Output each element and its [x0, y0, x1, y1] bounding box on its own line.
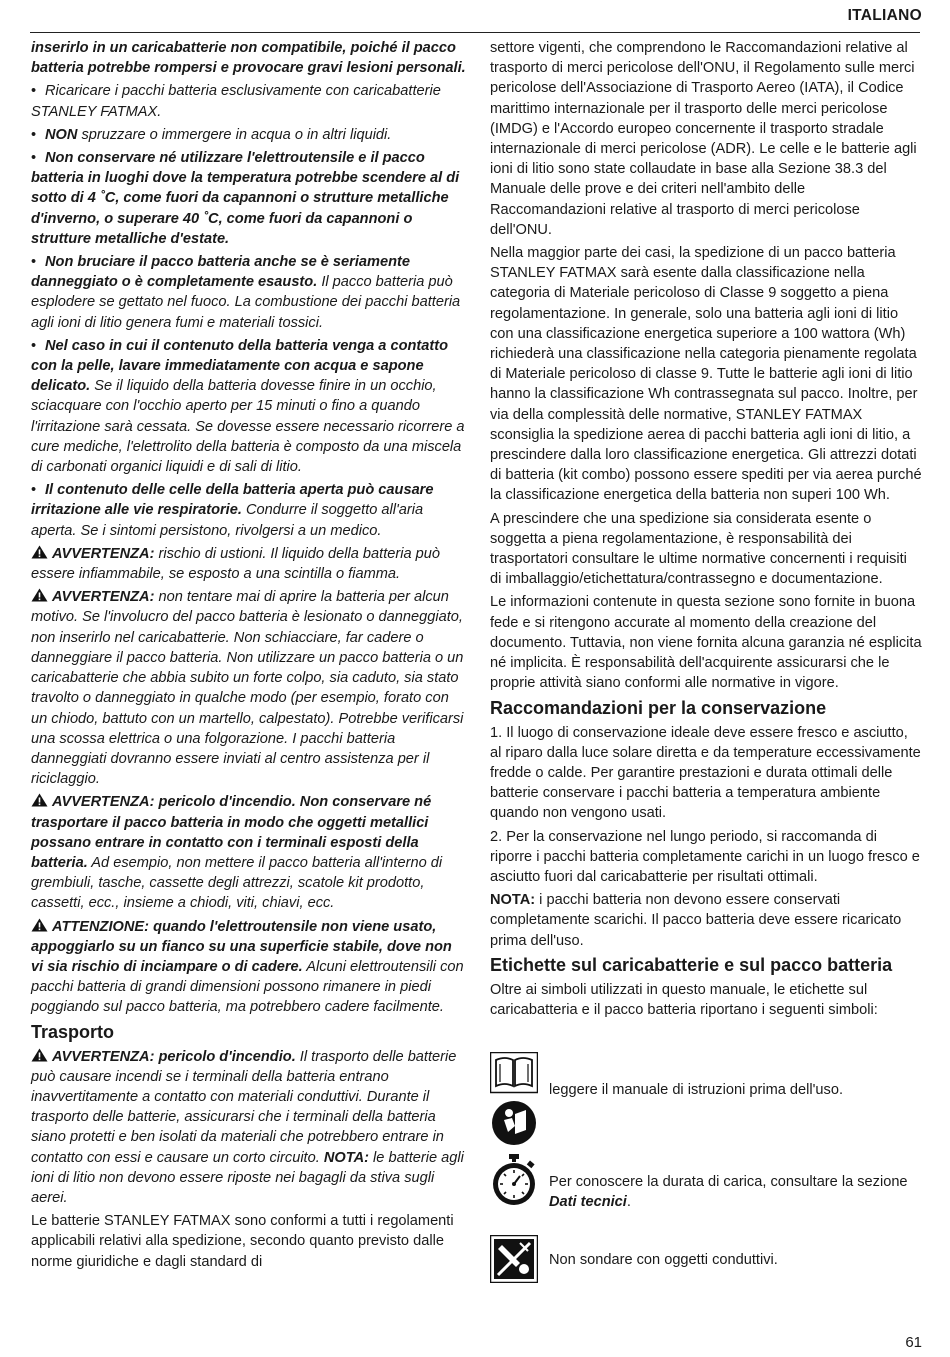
warning-burns-text: rischio di ustioni. Il liquido della batteria può essere infiammabile, se esposto a una scintilla o fiamma. — [31, 545, 440, 583]
bullet-respiratory-bold: Il contenuto delle celle della batteria aperta può causare irritazione alle vie respiratorie. — [31, 482, 434, 519]
symbol-charge-time-text-a: Per conoscere la durata di carica, consultare la sezione — [549, 1174, 908, 1190]
warning-open-battery — [31, 587, 467, 789]
warning-burns-label: AVVERTENZA: — [52, 545, 155, 562]
left-paragraph-intro: inserirlo in un caricabatterie non compatibile, poiché il pacco batteria potrebbe rompersi e provocare gravi lesioni personali. — [31, 40, 466, 77]
bullet-no-water — [31, 125, 467, 145]
bullet-temperature-text: Non conservare né utilizzare l'elettroutensile e il pacco batteria in luoghi dove la temperatura potrebbe scendere al di sotto di 4 ˚C, come fuori da capannoni o strutture metalliche d'inverno, o superare 40 ˚C, come fuori da capannoni o strutture metalliche d'estate. — [31, 150, 460, 247]
bullet-skin-contact — [31, 336, 467, 477]
symbol-charge-time-link: Dati tecnici — [549, 1194, 627, 1210]
warning-burns — [31, 544, 467, 584]
right-column — [490, 38, 922, 1023]
bullet-no-water-bold: NON — [45, 126, 78, 143]
caution-tool-storage-text: Alcuni elettroutensili con pacchi batteria di grandi dimensioni possono rimanere in piedi poggiando sul pacco batteria, ma potrebbero cadere facilmente. — [31, 958, 464, 1016]
symbol-read-manual-text: leggere il manuale di istruzioni prima dell'uso. — [549, 1082, 843, 1098]
heading-etichette: Etichette sul caricabatterie e sul pacco batteria — [490, 954, 893, 975]
warning-fire-storage-text: Ad esempio, non mettere il pacco batteria all'interno di grembiuli, tasche, cassette degli attrezzi, scatole kit prodotto, cassetti, ecc., insieme a chiodi, viti, chiavi, ecc. — [31, 854, 443, 912]
no-conductive-probe-icon — [490, 1235, 538, 1283]
right-paragraph-shipping: Nella maggior parte dei casi, la spedizione di un pacco batteria STANLEY FATMAX sarà esente dalla classificazione nella categoria di Materiale pericoloso di Classe 9 soggetto a piena regolamentazione. In generale, solo una batteria agli ioni di litio con una classificazione energetica superiore a 100 wattora (Wh) richiederà una classificazione nella categoria pienamente regolata di Materiale pericoloso di classe 9. Tutte le batterie agli ioni di litio hanno la classificazione Wh contrassegnata sul pacco. Inoltre, per via della complessità delle normative, STANLEY FATMAX sconsiglia la spedizione aerea di pacchi batteria agli ioni di litio, a prescindere dalla loro classificazione energetica. Gli attrezzi dotati di batteria (kit combo) possono essere spediti per via aerea purché la classificazione energetica della batteria non superi 100 Wh. — [490, 245, 922, 504]
bullet-no-burn-text: Il pacco batteria può esplodere se gettato nel fuoco. La combustione dei pacchi batteria agli ioni di litio genera fumi e materiali tossici. — [31, 274, 461, 331]
heading-trasporto: Trasporto — [31, 1021, 115, 1042]
warning-transport-nota-text: le batterie agli ioni di litio non devono essere riposte nei bagagli da stiva sugli aerei. — [31, 1149, 464, 1206]
symbol-charge-time-text — [549, 1172, 929, 1212]
warning-triangle-icon — [31, 545, 48, 559]
left-column — [31, 38, 467, 1275]
warning-transport — [31, 1047, 467, 1209]
bullet-no-burn — [31, 252, 467, 333]
warning-transport-nota: NOTA: — [319, 1149, 369, 1166]
caution-tool-storage-label: ATTENZIONE: quando l'elettroutensile non viene usato, appoggiarlo su un fianco su una superficie stabile, dove non vi sia rischio di inciampare o di cadere. — [31, 918, 452, 975]
storage-item-2: 2. Per la conservazione nel lungo periodo, si raccomanda di riporre i pacchi batteria completamente carichi in un luogo fresco e asciutto fuori dal caricabatterie per risultati ottimali. — [490, 828, 920, 885]
bullet-temperature — [31, 148, 467, 249]
symbol-no-probe-text: Non sondare con oggetti conduttivi. — [549, 1252, 778, 1268]
header-rule — [30, 32, 920, 33]
warning-transport-label: AVVERTENZA: pericolo d'incendio. — [52, 1048, 296, 1065]
bullet-skin-contact-bold: Nel caso in cui il contenuto della batteria venga a contatto con la pelle, lavare immediatamente con acqua e sapone delicato. — [31, 337, 449, 395]
right-paragraph-responsibility: A prescindere che una spedizione sia considerata esente o soggetta a piena regolamentazione, è responsabilità dei trasportatori consultare le ultime normative concernenti i requisiti di imballaggio/etichettatura/contrassegno e documentazione. — [490, 510, 907, 588]
bullet-respiratory-text: Condurre il soggetto all'aria aperta. Se i sintomi persistono, rivolgersi a un medico. — [31, 502, 424, 539]
right-paragraph-regulations: settore vigenti, che comprendono le Raccomandazioni relative al trasporto di merci pericolose dell'ONU, il Regolamento sulle merci pericolose dell'Associazione di Trasporto Aereo (IATA), il Codice marittimo internazionale per il trasporto delle merci pericolose (IMDG) e l'Accordo europeo concernente il trasporto stradale internazionale di merci pericolose (ADR). Le celle e le batterie agli ioni di litio sono state collaudate in base alla Sezione 38.3 del Manuale delle prove e dei criteri nell'ambito delle Raccomandazioni relative al trasporto di merci pericolose dell'ONU. — [490, 40, 917, 238]
language-label: ITALIANO — [847, 7, 922, 24]
storage-note — [490, 890, 922, 951]
warning-triangle-icon — [31, 1048, 48, 1062]
warning-triangle-icon — [31, 588, 48, 602]
storage-note-label: NOTA: — [490, 892, 536, 909]
warning-open-battery-label: AVVERTENZA: — [52, 589, 155, 606]
symbol-charge-time-period: . — [626, 1194, 631, 1210]
heading-conservazione: Raccomandazioni per la conservazione — [490, 697, 827, 718]
bullet-no-burn-bold: Non bruciare il pacco batteria anche se è seriamente danneggiato o è completamente esausto. — [31, 254, 410, 291]
warning-fire-storage — [31, 792, 467, 913]
warning-transport-text: Il trasporto delle batterie può causare incendi se i terminali della batteria entrano inavvertitamente a contatto con materiali conduttivi. Durante il trasporto delle batterie, assicurarsi che i terminali della batteria siano protetti e ben isolati da materiali che potrebbero entrare in contatto con essi e causare un corto circuito. — [31, 1048, 457, 1166]
stopwatch-icon — [490, 1154, 538, 1206]
page-number: 61 — [905, 1334, 922, 1351]
bullet-no-water-text: spruzzare o immergere in acqua o in altri liquidi. — [77, 126, 392, 143]
storage-item-1: 1. Il luogo di conservazione ideale deve essere fresco e asciutto, al riparo dalla luce solare diretta e da temperature eccessivamente fredde o calde. Per garantire prestazioni e durata ottimali delle batterie conservare i pacchi batteria a temperatura ambiente quando non vengono usati. — [490, 724, 921, 822]
warning-fire-storage-label: AVVERTENZA: pericolo d'incendio. Non conservare né trasportare il pacco batteria in modo che oggetti metallici possano entrare in contatto con i terminali esposti della batteria. — [31, 794, 432, 871]
caution-tool-storage — [31, 917, 467, 1018]
warning-open-battery-text: non tentare mai di aprire la batteria per alcun motivo. Se l'involucro del pacco batteria è lesionato o danneggiato, non inserirlo nel caricabatterie. Non schiacciare, far cadere o danneggiare il pacco batteria. Non utilizzare un pacco batteria o un caricabatterie che abbia subito un forte colpo, sia caduto, sia stato travolto o danneggiato in qualche modo (per esempio, forato con un chiodo, battuto con un martello, calpestato). Potrebbe verificarsi una scossa elettrica o una folgorazione. I pacchi batteria danneggiati dovranno essere inviati al centro assistenza per il riciclaggio. — [31, 589, 464, 788]
bullet-skin-contact-text: Se il liquido della batteria dovesse finire in un occhio, sciacquare con l'occhio aperto per 15 minuti o fino a quando l'irritazione sarà cessata. Se dovesse essere necessario ricorrere a cure mediche, l'elettrolito della batteria è composto da una miscela di carbonati organici liquidi e di sali di litio. — [31, 378, 465, 476]
labels-intro: Oltre ai simboli utilizzati in questo manuale, le etichette sul caricabatteria e il pacco batteria riportano i seguenti simboli: — [490, 981, 878, 1018]
bullet-recharge-text: Ricaricare i pacchi batteria esclusivamente con caricabatterie STANLEY FATMAX. — [31, 83, 441, 120]
storage-note-text: i pacchi batteria non devono essere conservati completamente scarichi. Il pacco batteria deve essere ricaricato prima dell'uso. — [490, 892, 902, 949]
warning-triangle-icon — [31, 793, 48, 807]
warning-triangle-icon — [31, 918, 48, 932]
right-paragraph-disclaimer: Le informazioni contenute in questa sezione sono fornite in buona fede e si ritengono accurate al momento della creazione del documento. Tuttavia, non viene fornita alcuna garanzia né esplicita né implicita. È responsabilità dell'acquirente assicurarsi che le proprie attività siano conformi alle normative in vigore. — [490, 594, 922, 692]
bullet-respiratory — [31, 480, 467, 541]
left-paragraph-conformity: Le batterie STANLEY FATMAX sono conformi a tutti i regolamenti applicabili relativi alla spedizione, secondo quanto previsto dalle norme giuridiche e dagli standard di — [31, 1213, 454, 1270]
bullet-recharge — [31, 81, 467, 121]
read-manual-icon — [490, 1052, 538, 1148]
